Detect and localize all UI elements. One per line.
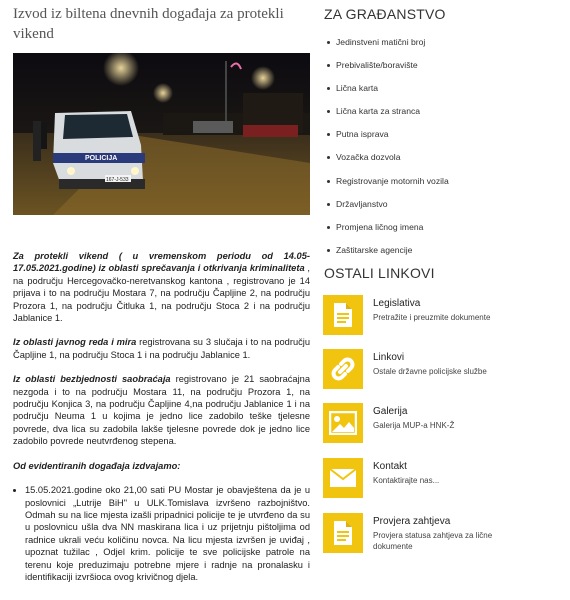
document-icon [323, 513, 363, 553]
police-car-shape [53, 111, 145, 189]
paragraph-traffic: Iz oblasti bezbjednosti saobraćaja registrovano je 21 saobraćajna nezgoda i to na području Mostara 11, na području Prozora 1, na području Konjica 3, na području Čapljine 4,na području Jablanice 1 i na području Neuma 1 u kojima je jedno lice zadobilo teške tjelesne povrede, dva lica su zadobila lakše tjelesne povrede dok je jedno lice zadobilo povrede neutvrđenog stepena. [13, 374, 310, 447]
link-card-links[interactable] [323, 349, 563, 399]
main-content [10, 0, 311, 582]
article-title: Izvod iz biltena dnevnih događaja za protekli vikend [13, 6, 284, 42]
citizen-link-citizenship[interactable]: Državljanstvo [320, 193, 565, 216]
citizen-link-vehicle-registration[interactable]: Registrovanje motornih vozila [320, 170, 565, 193]
citizen-link-foreigner-id[interactable]: Lična karta za stranca [320, 100, 565, 123]
link-title: Legislativa [373, 298, 421, 309]
link-description: Kontaktirajte nas... [373, 476, 440, 485]
citizen-link-security-agencies[interactable]: Zaštitarske agencije [320, 239, 565, 262]
bullet-icon [327, 64, 330, 67]
bullet-icon [327, 133, 330, 136]
citizen-link-name-change[interactable]: Promjena ličnog imena [320, 216, 565, 239]
citizen-link-jmb[interactable]: Jedinstveni matični broj [320, 31, 565, 54]
link-description: Provjera statusa zahtjeva za lične dokumente [373, 531, 493, 551]
car-plate: 167-J-533 [106, 177, 129, 183]
paragraph-highlights-heading: Od evidentiranih događaja izdvajamo: [13, 460, 181, 471]
document-icon [323, 295, 363, 335]
citizen-link-passport[interactable]: Putna isprava [320, 123, 565, 146]
police-car-night-image [13, 53, 310, 215]
citizen-link-drivers-license[interactable]: Vozačka dozvola [320, 146, 565, 169]
link-title: Galerija [373, 406, 408, 417]
paragraph-crime: Za protekli vikend ( u vremenskom periodu od 14.05-17.05.2021.godine) iz oblasti sprečavanja i otkrivanja kriminaliteta , na području Hercegovačko-neretvanskog kantona , registrovano je 14 prijava i to na području Mostara 7, na području Čapljine 2, na području Prozora 1, na području Čitluka 1, na području Stoca 2 i na području Jablanice 1. [13, 251, 310, 324]
citizen-services-heading: ZA GRAĐANSTVO [324, 6, 446, 22]
link-card-gallery[interactable] [323, 403, 563, 453]
link-description: Ostale državne policijske službe [373, 367, 487, 376]
list-item: • 15.05.2021.godine oko 21,00 sati PU Mostar je obavještena da je u poslovnici „Lutrije BiH" u ULK.Tomislava izvršeno razbojništvo. Odmah su na lice mjesta izašli pripadnici policije te je utvrđeno da su u poslovnicu ušla dva NN maskirana lica i uz prijetnju pištoljima od radnice ukrali veću količinu novca. Na licu mjesta izvršen je uviđaj , upoznat tužilac , Odjel krim. policije te sve policijske patrole na terenu koje preduzimaju potrebne mjere i radnje na pronalasku i identifikaciji izvršioca ovog krivičnog djela. [25, 484, 310, 583]
bullet-icon [327, 110, 330, 113]
bullet-icon [327, 156, 330, 159]
envelope-icon [323, 458, 363, 498]
bullet-icon [327, 226, 330, 229]
image-icon [323, 403, 363, 443]
bullet-icon [327, 249, 330, 252]
highlights-list [13, 484, 310, 583]
citizen-link-id-card[interactable]: Lična karta [320, 77, 565, 100]
citizen-services-list [320, 31, 565, 262]
bullet-icon [327, 87, 330, 90]
link-card-legislation[interactable] [323, 295, 563, 345]
article-body [13, 250, 310, 583]
article-photo [13, 53, 310, 215]
link-title: Linkovi [373, 352, 405, 363]
other-links-heading: OSTALI LINKOVI [324, 265, 435, 281]
link-title: Provjera zahtjeva [373, 516, 451, 527]
paragraph-public-order: Iz oblasti javnog reda i mira registrovana su 3 slučaja i to na području Čapljine 1, na području Stoca 1 i na području Jablanice 1. [13, 337, 311, 360]
bullet-icon [327, 180, 330, 183]
svg-text:POLICIJA: POLICIJA [85, 155, 118, 162]
bullet-icon [327, 41, 330, 44]
link-title: Kontakt [373, 461, 407, 472]
link-description: Pretražite i preuzmite dokumente [373, 313, 491, 322]
link-card-contact[interactable] [323, 458, 563, 508]
chain-link-icon [323, 349, 363, 389]
link-card-request-check[interactable] [323, 513, 563, 563]
citizen-link-residence[interactable]: Prebivalište/boravište [320, 54, 565, 77]
bullet-icon [327, 203, 330, 206]
link-description: Galerija MUP-a HNK-Ž [373, 421, 455, 430]
